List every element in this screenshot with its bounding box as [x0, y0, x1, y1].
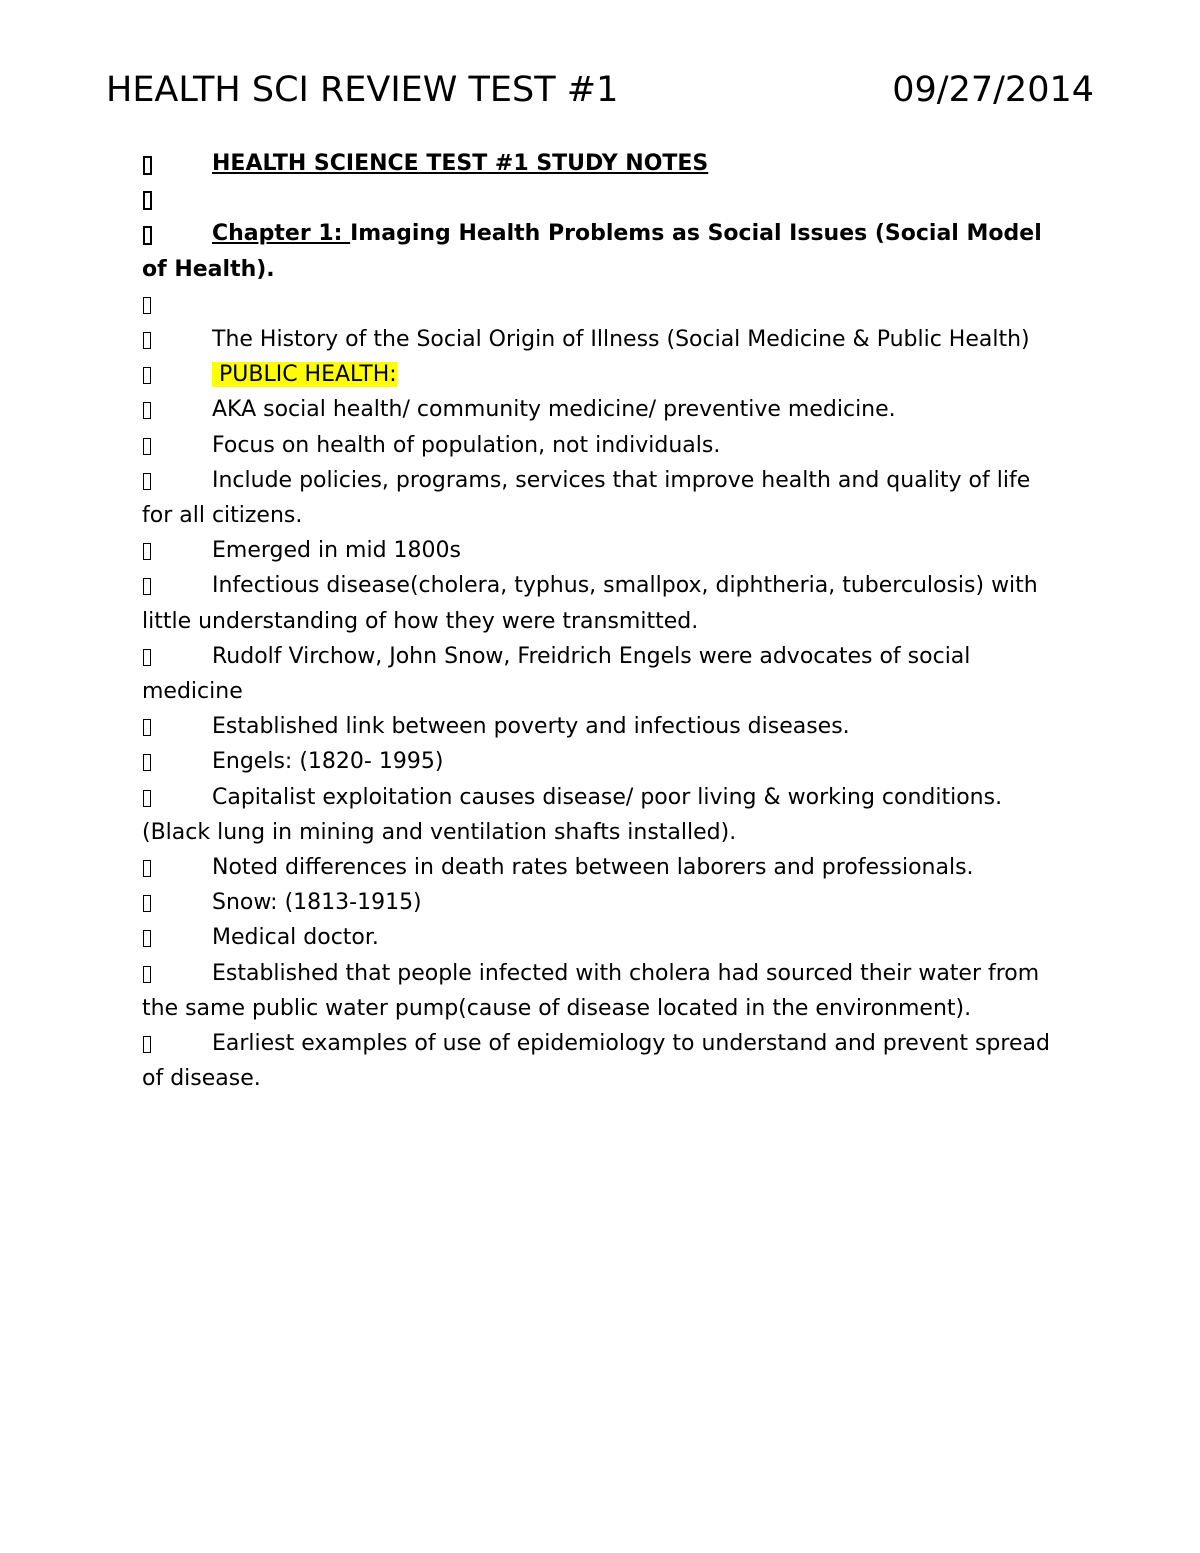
- doctor-text: Medical doctor.: [212, 925, 379, 951]
- notes-heading-item: [142, 146, 1067, 181]
- focus-text: Focus on health of population, not individuals.: [212, 432, 721, 458]
- capitalist-text: Capitalist exploitation causes disease/ poor living & working conditions. (Black lung in mining and ventilation shafts installed).: [142, 784, 1003, 845]
- list-item: [142, 357, 1067, 392]
- infectious-text: Infectious disease(cholera, typhus, smallpox, diphtheria, tuberculosis) with little understanding of how they were transmitted.: [142, 573, 1038, 634]
- history-text: The History of the Social Origin of Illness (Social Medicine & Public Health): [212, 326, 1030, 352]
- list-item: [142, 780, 1067, 850]
- cholera-text: Established that people infected with cholera had sourced their water from the same public water pump(cause of disease located in the environment).: [142, 960, 1040, 1021]
- chapter-title: Imaging Health Problems as Social Issues (Social Model of Health).: [142, 221, 1042, 282]
- advocates-text: Rudolf Virchow, John Snow, Freidrich Engels were advocates of social medicine: [142, 643, 971, 705]
- link-text: Established link between poverty and infectious diseases.: [212, 714, 850, 740]
- document-date: 09/27/2014: [892, 70, 1094, 110]
- death-rates-text: Noted differences in death rates between laborers and professionals.: [212, 855, 974, 881]
- document-title: HEALTH SCI REVIEW TEST #1: [106, 70, 619, 110]
- earliest-text: Earliest examples of use of epidemiology to understand and prevent spread of disease.: [142, 1031, 1050, 1092]
- list-item: [142, 568, 1067, 638]
- chapter-heading-item: [142, 216, 1067, 286]
- list-item: [142, 322, 1067, 357]
- chapter-label: Chapter 1:: [212, 221, 351, 247]
- list-item: [142, 744, 1067, 779]
- engels-text: Engels: (1820- 1995): [212, 749, 444, 775]
- include-text: Include policies, programs, services that improve health and quality of life for all citizens.: [142, 467, 1031, 528]
- list-item: [142, 428, 1067, 463]
- list-item: [142, 639, 1067, 709]
- list-item: [142, 956, 1067, 1026]
- list-item: [142, 1026, 1067, 1096]
- list-item: [142, 392, 1067, 427]
- list-item: [142, 920, 1067, 955]
- emerged-text: Emerged in mid 1800s: [212, 538, 461, 564]
- list-item: [142, 533, 1067, 568]
- snow-text: Snow: (1813-1915): [212, 890, 422, 916]
- list-item: [142, 709, 1067, 744]
- public-health-heading: PUBLIC HEALTH:: [219, 362, 397, 388]
- list-item: [142, 850, 1067, 885]
- empty-item: [142, 287, 1067, 322]
- list-item: [142, 885, 1067, 920]
- aka-text: AKA social health/ community medicine/ preventive medicine.: [212, 397, 896, 423]
- empty-item: [142, 181, 1067, 216]
- study-notes: [142, 146, 1067, 1096]
- highlighted-gap: [212, 362, 219, 387]
- document-header: [106, 70, 1094, 118]
- notes-heading: HEALTH SCIENCE TEST #1 STUDY NOTES: [212, 151, 709, 176]
- list-item: [142, 463, 1067, 533]
